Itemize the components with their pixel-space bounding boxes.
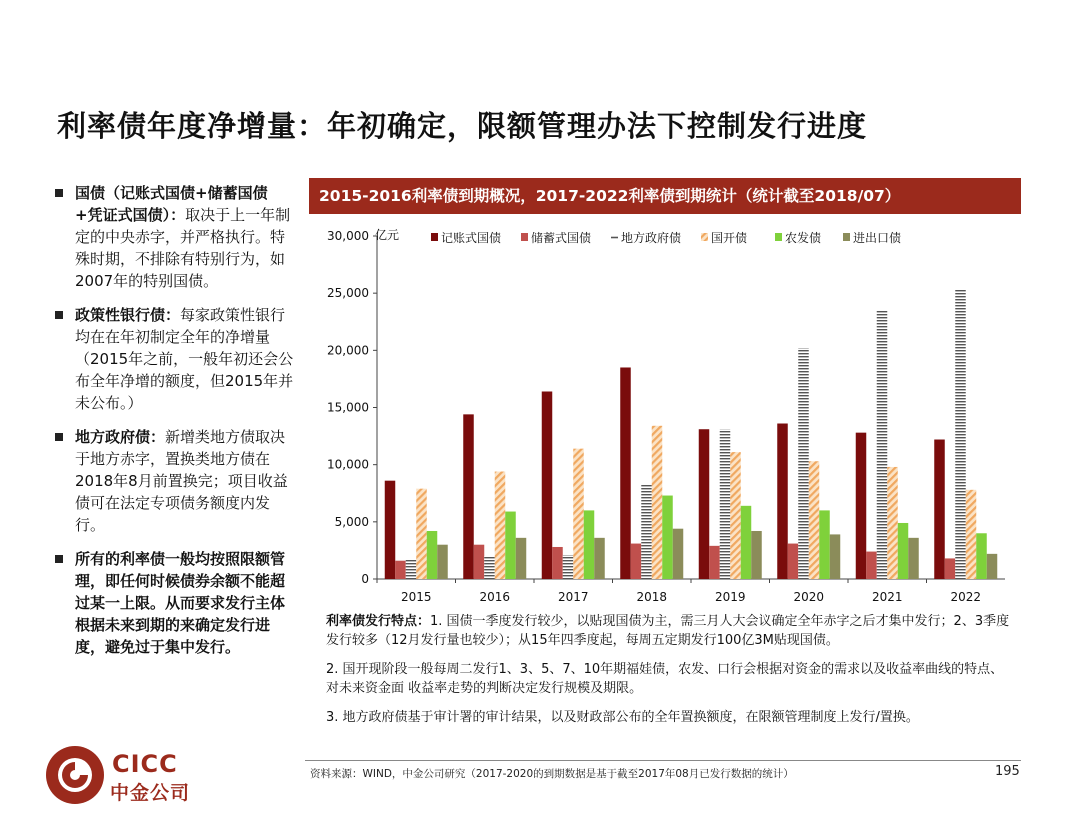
note-2: 2. 国开现阶段一般每周二发行1、3、5、7、10年期福娃债，农发、口行会根据对资金的需求以及收益率曲线的特点、对未来资金面 收益率走势的判断决定发行规模及期限。 <box>326 662 1004 696</box>
bar-2021-4 <box>898 523 909 579</box>
chart-title-banner: 2015-2016利率债到期概况，2017-2022利率债到期统计（统计截至2018/07） <box>309 178 1021 214</box>
source-note: 资料来源：WIND，中金公司研究（2017-2020的到期数据是基于截至2017年08月已发行数据的统计） <box>310 768 794 780</box>
bar-2016-1 <box>474 545 485 579</box>
maturity-bar-chart <box>309 218 1021 608</box>
bar-2022-2 <box>955 290 966 579</box>
bar-2019-4 <box>741 506 752 579</box>
bar-2020-2 <box>798 348 809 579</box>
x-axis <box>377 579 1005 604</box>
bar-2022-4 <box>976 533 987 579</box>
footer-divider <box>305 760 1021 761</box>
x-tick-label: 2020 <box>793 590 825 604</box>
bar-2020-5 <box>830 534 841 579</box>
y-axis <box>327 229 377 586</box>
legend-label: 进出口债 <box>853 231 902 245</box>
page-title: 利率债年度净增量：年初确定，限额管理办法下控制发行进度 <box>57 109 868 143</box>
bar-2017-5 <box>594 538 605 579</box>
bar-2016-0 <box>463 414 474 579</box>
y-tick-label: 0 <box>361 572 369 586</box>
x-tick-label: 2017 <box>557 590 589 604</box>
note-3: 3. 地方政府债基于审计署的审计结果，以及财政部公布的全年置换额度，在限额管理制度上发行/置换。 <box>326 710 919 725</box>
bar-2017-1 <box>552 547 563 579</box>
note-1-body: 1. 国债一季度发行较少，以贴现国债为主，需三月人大会议确定全年赤字之后才集中发行；2、3季度发行较多（12月发行量也较少）；从15年四季度起，每周五定期发行100亿3M贴现国债。 <box>326 614 1010 648</box>
left-bullets <box>55 182 295 670</box>
y-tick-label: 15,000 <box>327 400 369 415</box>
bars <box>385 290 998 579</box>
bar-2019-3 <box>730 452 741 579</box>
bar-2022-1 <box>945 558 956 579</box>
bar-2020-4 <box>819 510 830 579</box>
bar-2021-5 <box>908 538 919 579</box>
bar-2016-4 <box>505 512 516 579</box>
bar-2017-3 <box>573 449 584 579</box>
bar-2015-4 <box>427 531 438 579</box>
bar-2021-2 <box>877 310 888 579</box>
bar-2015-5 <box>437 545 448 579</box>
bar-2019-5 <box>751 531 762 579</box>
y-tick-label: 30,000 <box>327 229 369 243</box>
y-tick-label: 5,000 <box>334 514 369 529</box>
x-tick-label: 2016 <box>479 590 511 604</box>
bar-2022-3 <box>966 490 977 579</box>
bar-2016-2 <box>484 556 495 579</box>
legend-swatch <box>843 233 850 241</box>
y-tick-label: 20,000 <box>327 343 369 358</box>
legend-label: 储蓄式国债 <box>531 231 592 245</box>
legend <box>431 230 901 245</box>
logo-text-cn: 中金公司 <box>110 782 191 804</box>
bar-2021-0 <box>856 433 867 579</box>
bar-2015-1 <box>395 561 406 579</box>
bullet-body: 每家政策性银行均在在年初制定全年的净增量（2015年之前，一般年初还会公布全年净增的额度，但2015年并未公布。） <box>75 306 294 412</box>
bar-2022-5 <box>987 554 998 579</box>
bar-2020-3 <box>809 461 820 579</box>
bar-2016-5 <box>516 538 527 579</box>
bar-2016-3 <box>495 472 506 579</box>
bullet-square-icon <box>55 433 63 441</box>
x-tick-label: 2018 <box>636 590 668 604</box>
bar-2019-1 <box>709 546 720 579</box>
logo-text-en: CICC <box>112 750 178 778</box>
bar-2021-1 <box>866 552 877 579</box>
bar-2018-5 <box>673 529 684 579</box>
bar-2019-2 <box>720 429 731 579</box>
x-tick-label: 2015 <box>400 590 432 604</box>
bar-2022-0 <box>934 440 945 579</box>
bullet-square-icon <box>55 311 63 319</box>
issuance-notes <box>326 612 1016 737</box>
bar-2021-3 <box>887 467 898 579</box>
bullet-local-gov <box>55 426 295 536</box>
bar-2019-0 <box>699 429 710 579</box>
bar-2017-4 <box>584 510 595 579</box>
legend-label: 地方政府债 <box>621 231 682 245</box>
legend-swatch <box>775 233 782 241</box>
bullet-head: 国债（记账式国债+储蓄国债+凭证式国债）： <box>75 184 268 224</box>
legend-swatch <box>701 233 708 241</box>
bullet-policy-bank <box>55 304 295 414</box>
legend-label: 记账式国债 <box>441 231 502 245</box>
bullet-treasury <box>55 182 295 292</box>
cicc-logo-icon <box>42 742 108 808</box>
bullet-body: 所有的利率债一般均按照限额管理，即任何时候债券余额不能超过某一上限。从而要求发行主体根据未来到期的来确定发行进度，避免过于集中发行。 <box>75 550 286 656</box>
legend-label: 农发债 <box>785 231 822 245</box>
legend-swatch <box>521 233 528 241</box>
x-tick-label: 2019 <box>714 590 746 604</box>
note-1-head: 利率债发行特点： <box>326 614 431 629</box>
bullet-head: 政策性银行债： <box>75 306 181 324</box>
bar-2017-0 <box>542 391 553 579</box>
bullet-body: 新增类地方债取决于地方赤字，置换类地方债在2018年8月前置换完；项目收益债可在法定专项债务额度内发行。 <box>75 428 288 534</box>
bullet-quota-management <box>55 548 295 658</box>
bar-2015-0 <box>385 481 396 579</box>
note-1 <box>326 612 1016 650</box>
bar-2020-0 <box>777 424 788 579</box>
legend-swatch <box>431 233 438 241</box>
x-tick-label: 2022 <box>950 590 982 604</box>
bar-2018-0 <box>620 367 631 579</box>
bar-2018-4 <box>662 496 673 579</box>
bullet-square-icon <box>55 189 63 197</box>
page-number: 195 <box>995 764 1020 779</box>
bar-2018-1 <box>631 544 642 579</box>
bar-2018-3 <box>652 426 663 579</box>
x-tick-label: 2021 <box>871 590 903 604</box>
bullet-body: 取决于上一年制定的中央赤字，并严格执行。特殊时期，不排除有特别行为，如2007年的特别国债。 <box>75 206 291 290</box>
bar-2017-2 <box>563 555 574 579</box>
bar-2015-3 <box>416 489 427 579</box>
bullet-head: 地方政府债： <box>75 428 166 446</box>
legend-label: 国开债 <box>711 231 748 245</box>
y-unit-label: 亿元 <box>375 228 400 242</box>
y-tick-label: 10,000 <box>327 457 369 472</box>
y-tick-label: 25,000 <box>327 286 369 301</box>
bar-2018-2 <box>641 484 652 579</box>
bar-2015-2 <box>406 560 417 579</box>
bar-2020-1 <box>788 544 799 579</box>
bullet-square-icon <box>55 555 63 563</box>
